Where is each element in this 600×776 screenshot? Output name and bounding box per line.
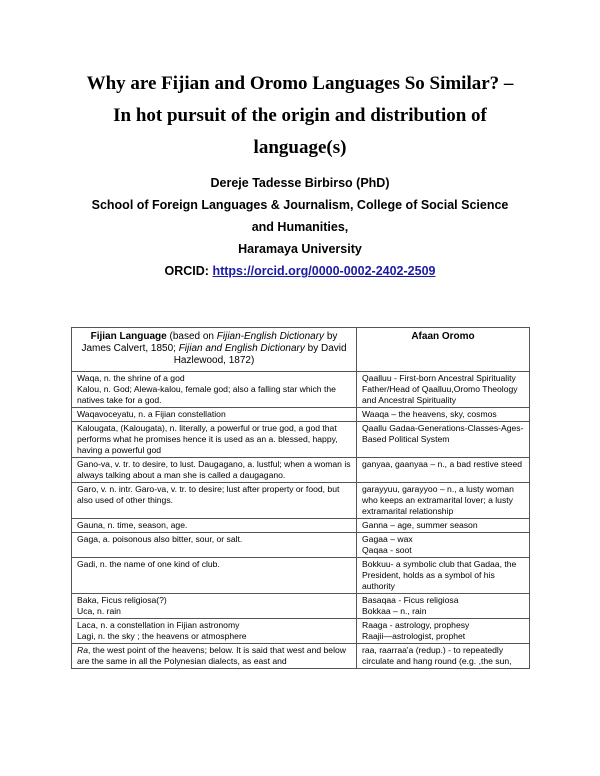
entry-line: Qaqaa - soot (362, 545, 412, 555)
entry-line: Waqa, n. the shrine of a god (77, 373, 185, 383)
oromo-cell (357, 483, 530, 519)
table-row (72, 458, 530, 483)
table-header-row (72, 328, 530, 372)
fijian-cell (72, 408, 357, 422)
fijian-column-header: Fijian Language (based on Fijian-English Dictionary by James Calvert, 1850; Fijian and English Dictionary by David Hazlewood, 1872) (72, 328, 357, 372)
fijian-cell (72, 483, 357, 519)
fijian-cell (72, 558, 357, 594)
table-row (72, 408, 530, 422)
table-row (72, 558, 530, 594)
entry-line: Gano-va, v. tr. to desire, to lust. Daugagano, a. lustful; when a woman is always talking about a man she is called a daugagano. (77, 459, 351, 480)
entry-line: Qaallu Gadaa-Generations-Classes-Ages-Based Political System (362, 423, 524, 444)
entry-line: ganyaa, gaanyaa – n., a bad restive steed (362, 459, 523, 469)
entry-line: raa, raarraa'a (redup.) - to repeatedly circulate and hang round (e.g. ,the sun, (362, 645, 512, 666)
oromo-cell (357, 533, 530, 558)
entry-line: Garo, v. n. intr. Garo-va, v. tr. to desire; lust after property or food, but also used of other things. (77, 484, 340, 505)
fijian-cell (72, 458, 357, 483)
oromo-cell (357, 408, 530, 422)
fijian-cell (72, 533, 357, 558)
title-line-2: In hot pursuit of the origin and distribution of (113, 105, 487, 126)
oromo-cell (357, 372, 530, 408)
table-row (72, 483, 530, 519)
entry-line: Lagi, n. the sky ; the heavens or atmosphere (77, 631, 247, 641)
author-block (0, 172, 600, 282)
entry-line: Uca, n. rain (77, 606, 121, 616)
entry-line: Gagaa – wax (362, 534, 413, 544)
entry-line: Bokkaa – n., rain (362, 606, 427, 616)
orcid-label: ORCID: (164, 264, 209, 278)
table-row (72, 372, 530, 408)
orcid-line (0, 260, 600, 282)
entry-line: Raajii—astrologist, prophet (362, 631, 466, 641)
author-name: Dereje Tadesse Birbirso (PhD) (210, 176, 390, 190)
entry-line: Kalou, n. God; Alewa-kalou, female god; also a falling star which the natives take for a god. (77, 384, 336, 405)
fijian-cell (72, 372, 357, 408)
affiliation-line-1: School of Foreign Languages & Journalism, College of Social Science (91, 198, 509, 212)
table-row (72, 519, 530, 533)
entry-line: Laca, n. a constellation in Fijian astronomy (77, 620, 240, 630)
table-row (72, 533, 530, 558)
fijian-cell (72, 594, 357, 619)
entry-line: Gaga, a. poisonous also bitter, sour, or salt. (77, 534, 243, 544)
title-line-1: Why are Fijian and Oromo Languages So Similar? – (86, 73, 514, 94)
entry-line: Kalougata, (Kalougata), n. literally, a powerful or true god, a god that performs what he promises hence it is used as an a. blessed, happy, having a powerful god (77, 423, 338, 455)
table-row (72, 619, 530, 644)
oromo-cell (357, 458, 530, 483)
affiliation-line-2: and Humanities, (251, 220, 349, 234)
dictionary-table (71, 327, 530, 669)
entry-line: Waaqa – the heavens, sky, cosmos (362, 409, 497, 419)
oromo-column-header: Afaan Oromo (357, 328, 530, 372)
fijian-cell (72, 519, 357, 533)
oromo-cell (357, 422, 530, 458)
fijian-cell (72, 644, 357, 669)
entry-line: garayyuu, garayyoo – n., a lusty woman who keeps an extramarital lover; a lusty extramarital relationship (362, 484, 514, 516)
entry-line: Ganna – age, summer season (362, 520, 478, 530)
fijian-cell (72, 422, 357, 458)
oromo-cell (357, 594, 530, 619)
entry-line: Qaalluu - First-born Ancestral Spirituality Father/Head of Qaalluu,Oromo Theology and Ancestral Spirituality (362, 373, 518, 405)
orcid-link[interactable]: https://orcid.org/0000-0002-2402-2509 (212, 264, 436, 278)
entry-line: Raaga - astrology, prophesy (362, 620, 470, 630)
entry-line: Ra, the west point of the heavens; below. It is said that west and below are the same in all the Polynesian dialects, as east and (77, 645, 346, 666)
table-row (72, 644, 530, 669)
entry-line: Gadi, n. the name of one kind of club. (77, 559, 220, 569)
oromo-cell (357, 619, 530, 644)
oromo-cell (357, 519, 530, 533)
title-line-3: language(s) (253, 137, 347, 158)
table-row (72, 422, 530, 458)
oromo-cell (357, 644, 530, 669)
entry-line: Bokkuu- a symbolic club that Gadaa, the President, holds as a symbol of his authority (362, 559, 517, 591)
affiliation-line-3: Haramaya University (238, 242, 362, 256)
entry-line: Basaqaa - Ficus religiosa (362, 595, 459, 605)
paper-title (60, 68, 540, 164)
table-row (72, 594, 530, 619)
fijian-cell (72, 619, 357, 644)
entry-line: Baka, Ficus religiosa(?) (77, 595, 167, 605)
entry-line: Gauna, n. time, season, age. (77, 520, 188, 530)
entry-line: Waqavoceyatu, n. a Fijian constellation (77, 409, 226, 419)
oromo-cell (357, 558, 530, 594)
